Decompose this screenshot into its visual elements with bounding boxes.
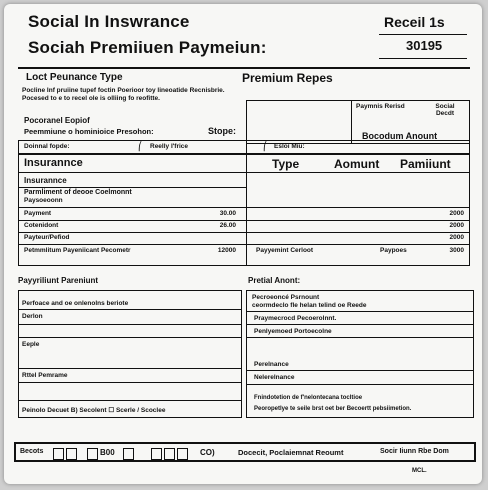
section2-right-row: Penlyemoed Portoecolne [254, 328, 332, 335]
form-paper [4, 4, 482, 484]
table-cell-amount: 30.00 [219, 210, 236, 217]
checkbox-row [18, 140, 470, 154]
section2-left-row: Eeple [22, 341, 40, 348]
table-row-label: Payteur/Pefiod [24, 234, 70, 241]
table-row-label: Payment [24, 210, 52, 217]
form-title-line1: Social In Inswrance [28, 12, 190, 31]
table-divider [246, 154, 247, 266]
footer-label3: CO) [200, 448, 215, 457]
instructions-line1: Pocline Inf pruiine tupef foctin Poerioor toy lineoatide Recnisbrie. [22, 87, 225, 94]
table-row-rule [18, 220, 470, 221]
table-row-label: Parmliment of deooe Coelmonnt [24, 189, 132, 196]
section1-right-heading: Premium Repes [242, 71, 333, 85]
table-cell-amount: 26.00 [219, 222, 236, 229]
checkbox-divider [246, 140, 247, 154]
table-row-rule [18, 207, 470, 208]
section2-right-row: Praymecrocd Pecoerolnnt. [254, 315, 337, 322]
footer-checkbox-group-1[interactable] [52, 445, 78, 463]
table-cell-right: 2000 [449, 234, 464, 241]
section2-right-row: Pecroeoncé Psrnount [252, 294, 320, 301]
footer-small: MCL. [412, 468, 427, 474]
receipt-number: 30195 [406, 38, 443, 53]
section2-right-rule [246, 384, 474, 385]
stope-label: Stope: [208, 126, 236, 136]
table-row-label: Cotenidont [24, 222, 59, 229]
section2-left-row: Peinolo Decuet B) Secolent ☐ Scerle / Scoclee [22, 407, 166, 414]
col-premium: Pamiiunt [400, 157, 451, 171]
checkbox1-label: Doinnal fopde: [24, 143, 70, 150]
col-insurance: Insurannce [24, 157, 83, 169]
section1-top-rule [18, 67, 470, 69]
section2-right-row: ceormdeclo fle helan telind oe Reede [252, 302, 367, 309]
receipt-label: Receil 1s [384, 14, 445, 30]
footer-checkbox-group-3[interactable] [122, 445, 135, 463]
table-cell-right: 3000 [449, 247, 464, 254]
table-row-label: Petmmlitum Payeniicant Pecometr [24, 247, 131, 254]
section2-right-row: Nelerelnance [254, 374, 295, 381]
table-row-label: Insurannce [24, 176, 67, 185]
section2-right-rule [246, 311, 474, 312]
section2-right-row: Fnindotetion de f'nelontecana tocltioe [254, 395, 363, 401]
footer-text: Docecit, Poclaiemnat Reoumt [238, 448, 344, 457]
col-amount: Aomunt [334, 157, 380, 171]
section2-left-row: Perfoace and oe onlenolns beriote [22, 300, 129, 307]
personal-label: Pocoranel Eopiof [24, 116, 90, 125]
col-type: Type [272, 157, 300, 171]
checkbox-1[interactable]: ⎛ [138, 141, 143, 151]
section2-right-rule [246, 337, 474, 338]
table-cell-right: 2000 [449, 210, 464, 217]
col-social: Social Decdt [435, 103, 455, 117]
last-row-payees: Paypoes [380, 247, 407, 254]
section1-right-divider [351, 100, 352, 144]
footer-checkbox-group-4[interactable] [150, 445, 189, 463]
section2-right-rule [246, 324, 474, 325]
section2-left-rule [18, 382, 242, 383]
section2-left-row: Derlon [22, 313, 43, 320]
section2-left-rule [18, 400, 242, 401]
section2-left-rule [18, 309, 242, 310]
section2-left-rule [18, 324, 242, 325]
discount-amount-label: Bocodum Anount [362, 131, 438, 141]
footer-label1: Becots [20, 448, 44, 455]
footer-label2: B00 [100, 448, 115, 457]
table-header-rule [18, 172, 470, 173]
table-row-rule [18, 244, 470, 245]
section2-right-row: Perelnance [254, 361, 289, 368]
footer-right-text: Socir Iiunn Rbe Dom [380, 448, 449, 455]
form-title-line2: Sociah Premiiuen Paymeiun: [28, 38, 267, 57]
table-row-label: Paysoeoonn [24, 197, 63, 204]
last-row-middle: Payyemint Cerloot [256, 247, 314, 254]
section2-left-row: Rttel Pemrame [22, 372, 68, 379]
table-row-rule [18, 187, 246, 188]
footer-checkbox-group-2[interactable] [86, 445, 99, 463]
section2-right-row: Peoropetlye te seile brst oet ber Becoertt pebsiimetion. [254, 406, 412, 412]
section2-left-heading: Payyriliunt Pareniunt [18, 276, 99, 285]
instructions-line2: Pocesed to e to recel ole is olliing fo reofitte. [22, 95, 160, 102]
premium-label: Peemmiune o hominioice Presohon: [24, 127, 154, 136]
section1-left-heading: Loct Peunance Type [26, 72, 123, 83]
receipt-divider [379, 34, 467, 35]
table-row-rule [18, 232, 470, 233]
section2-right-heading: Pretial Anont: [248, 276, 301, 285]
checkbox2-label: Reelly I'frice [150, 143, 189, 150]
receipt-divider-2 [379, 58, 467, 59]
section2-right-rule [246, 370, 474, 371]
table-cell-amount: 12000 [217, 247, 236, 254]
col-payment-period: Paymnis Rerisd [356, 103, 405, 110]
checkbox3-label: Esloi Miu: [274, 143, 305, 150]
checkbox-3[interactable]: ⎛ [263, 141, 268, 151]
section2-left-rule [18, 368, 242, 369]
section2-left-rule [18, 337, 242, 338]
table-cell-right: 2000 [449, 222, 464, 229]
